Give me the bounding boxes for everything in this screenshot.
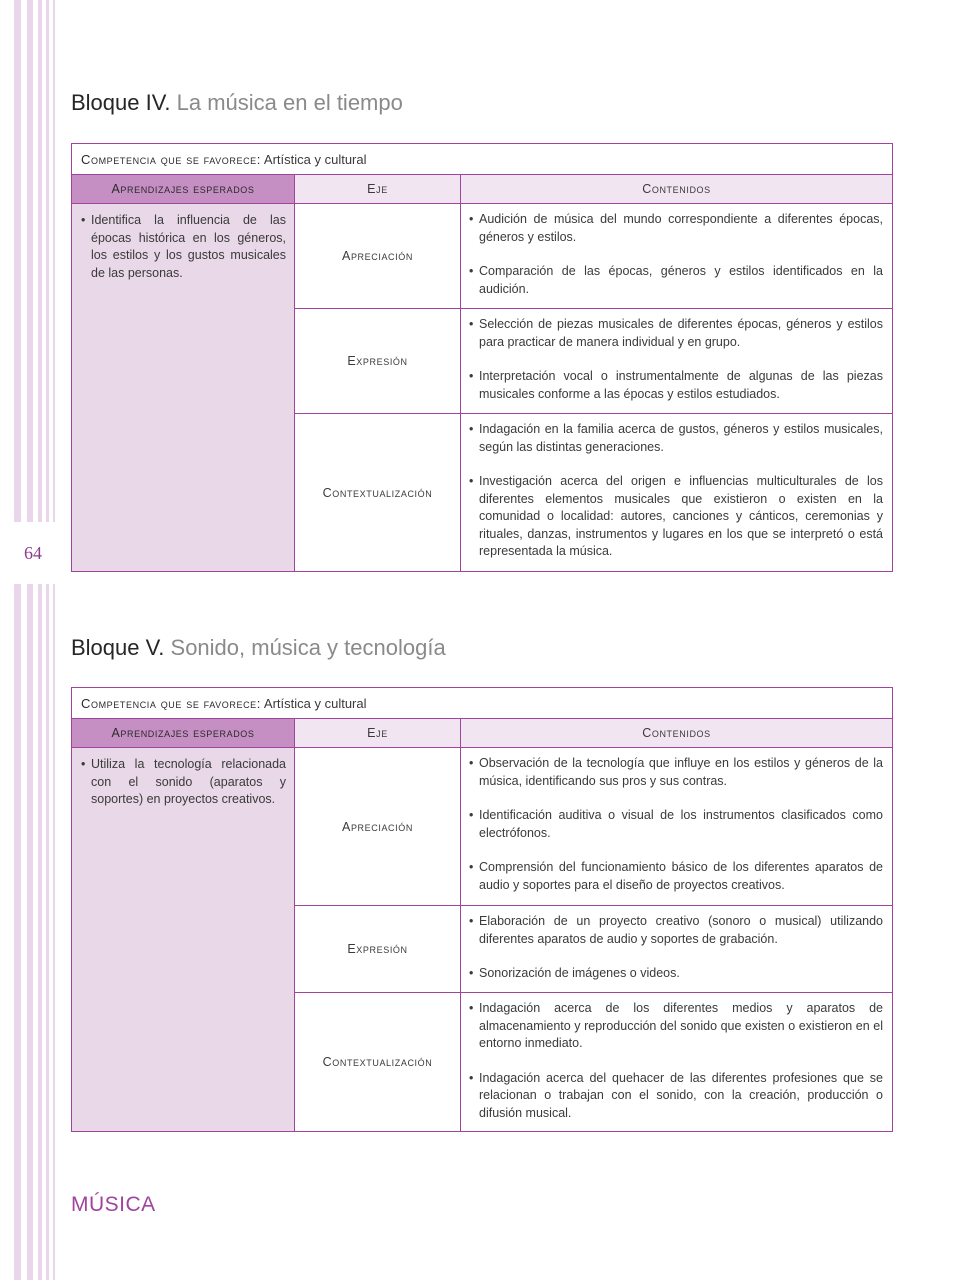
- aprendizaje-item: • Utiliza la tecnología relacionada con el sonido (aparatos y soportes) en proyectos creativos.: [81, 756, 286, 809]
- header-aprendizajes: Aprendizajes esperados: [72, 175, 295, 204]
- contenido-item: • Identificación auditiva o visual de los instrumentos clasificados como electrófonos.: [469, 807, 883, 842]
- margin-stripe: [38, 0, 42, 1280]
- competencia-label: Competencia que se favorece:: [81, 151, 261, 167]
- contenido-item: • Elaboración de un proyecto creativo (sonoro o musical) utilizando diferentes aparatos de audio y soportes de grabación.: [469, 913, 883, 948]
- contenido-item: • Interpretación vocal o instrumentalmente de algunas de las piezas musicales conforme a las épocas y estilos estudiados.: [469, 368, 883, 403]
- page-number: 64: [24, 543, 42, 563]
- contenidos-cell: [461, 204, 893, 309]
- footer-subject: MÚSICA: [71, 1193, 156, 1216]
- block-name: Sonido, música y tecnología: [170, 635, 446, 660]
- header-row: [72, 175, 893, 204]
- header-eje: Eje: [295, 719, 461, 748]
- header-contenidos: Contenidos: [461, 175, 893, 204]
- contenido-item: • Indagación acerca de los diferentes medios y aparatos de almacenamiento y reproducción del sonido que existen o existieron en el entorno inmediato.: [469, 1000, 883, 1053]
- block-4-title: [71, 90, 403, 116]
- header-eje: Eje: [295, 175, 461, 204]
- eje-row: [72, 748, 893, 906]
- header-row: [72, 719, 893, 748]
- eje-apreciacion: Apreciación: [295, 204, 461, 309]
- margin-stripe: [46, 0, 49, 1280]
- contenido-item: • Investigación acerca del origen e influencias multiculturales de los diferentes elementos musicales que existieron o existen en la comunidad o localidad: autores, canciones y cánticos, ceremonias y rituales, danzas, instrumentos y lugares en los que se interpretó o está representada la música.: [469, 473, 883, 561]
- competencia-row: [72, 688, 893, 719]
- eje-expresion: Expresión: [295, 906, 461, 993]
- eje-apreciacion: Apreciación: [295, 748, 461, 906]
- eje-expresion: Expresión: [295, 309, 461, 414]
- competencia-value: Artística y cultural: [263, 695, 367, 711]
- eje-contextualizacion: Contextualización: [295, 414, 461, 572]
- competencia-label: Competencia que se favorece:: [81, 695, 261, 711]
- block-5-table: [71, 687, 893, 1132]
- contenido-item: • Observación de la tecnología que influye en los estilos y géneros de la música, identificando sus pros y sus contras.: [469, 755, 883, 790]
- contenido-item: • Comprensión del funcionamiento básico de los diferentes aparatos de audio y soportes para el diseño de proyectos creativos.: [469, 859, 883, 894]
- margin-stripe: [27, 0, 33, 1280]
- competencia-value: Artística y cultural: [263, 151, 367, 167]
- contenido-item: • Indagación en la familia acerca de gustos, géneros y estilos musicales, según las distintas generaciones.: [469, 421, 883, 456]
- eje-row: [72, 204, 893, 309]
- header-aprendizajes: Aprendizajes esperados: [72, 719, 295, 748]
- contenidos-cell: [461, 414, 893, 572]
- contenido-item: • Comparación de las épocas, géneros y estilos identificados en la audición.: [469, 263, 883, 298]
- margin-stripe: [14, 0, 21, 1280]
- contenido-item: • Sonorización de imágenes o videos.: [469, 965, 883, 983]
- block-number: Bloque V.: [71, 635, 165, 660]
- competencia-row: [72, 144, 893, 175]
- contenidos-cell: [461, 993, 893, 1132]
- contenidos-cell: [461, 906, 893, 993]
- block-name: La música en el tiempo: [176, 90, 403, 115]
- aprendizajes-cell: [72, 204, 295, 572]
- contenidos-cell: [461, 748, 893, 906]
- margin-stripe: [53, 0, 55, 1280]
- contenido-item: • Audición de música del mundo correspondiente a diferentes épocas, géneros y estilos.: [469, 211, 883, 246]
- eje-contextualizacion: Contextualización: [295, 993, 461, 1132]
- aprendizajes-cell: [72, 748, 295, 1132]
- block-5-title: [71, 635, 446, 661]
- header-contenidos: Contenidos: [461, 719, 893, 748]
- block-4-table: [71, 143, 893, 572]
- contenido-item: • Indagación acerca del quehacer de las diferentes profesiones que se relacionan o trabajan con el sonido, con la creación, producción o difusión musical.: [469, 1070, 883, 1123]
- aprendizaje-item: • Identifica la influencia de las épocas histórica en los géneros, los estilos y los gustos musicales de las personas.: [81, 212, 286, 282]
- contenido-item: • Selección de piezas musicales de diferentes épocas, géneros y estilos para practicar de manera individual y en grupo.: [469, 316, 883, 351]
- block-number: Bloque IV.: [71, 90, 171, 115]
- contenidos-cell: [461, 309, 893, 414]
